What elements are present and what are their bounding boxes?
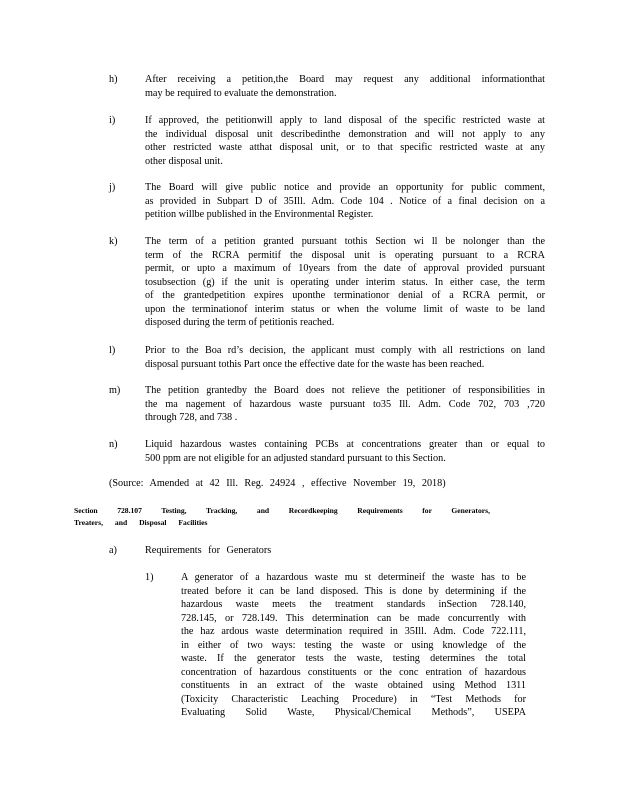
text-line: concentration of hazardous constituents or the conc entration of hazardous xyxy=(181,666,526,678)
text-line: constituents in an extract of the waste obtained using Method 1311 xyxy=(181,680,526,691)
heading-word: 728.107 xyxy=(117,506,142,515)
text-line: treated before it can be land disposed. This is done by determining if the xyxy=(181,585,526,597)
heading-word: Requirements xyxy=(357,506,403,515)
text-line: 500 ppm are not eligible for an adjusted standard pursuant to this Section. xyxy=(145,452,446,464)
text-line: tosubsection (g) if the unit is operating under interim status. In either case, the term xyxy=(145,276,545,288)
paragraph-text xyxy=(145,384,545,425)
subsection-1-label: 1) xyxy=(145,572,154,583)
source-note: (Source: Amended at 42 Ill. Reg. 24924 , effective November 19, 2018) xyxy=(109,478,446,489)
heading-word: Tracking, xyxy=(206,506,238,515)
text-line: the haz ardous waste determination required in 35Ill. Adm. Code 722.111, xyxy=(181,626,526,637)
text-line: disposed during the term of petitionis reached. xyxy=(145,317,335,328)
text-line: Prior to the Boa rd’s decision, the applicant must comply with all restrictions on land xyxy=(145,345,545,356)
text-line: permit, or upto a maximum of 10years from the date of approval provided pursuant xyxy=(145,263,545,274)
paragraph-text xyxy=(145,344,545,371)
text-line: upon the terminationof interim status or when the volume limit of waste to be land xyxy=(145,303,545,315)
text-line: The petition grantedby the Board does not relieve the petitioner of responsibilities in xyxy=(145,385,545,396)
heading-word: Section xyxy=(74,506,98,515)
text-line: may be required to evaluate the demonstration. xyxy=(145,87,337,99)
text-line: disposal pursuant tothis Part once the effective date for the waste has been reached. xyxy=(145,358,485,370)
text-line: The Board will give public notice and provide an opportunity for public comment, xyxy=(145,182,545,193)
paragraph-label: h) xyxy=(109,74,118,85)
text-line: hazardous waste meets the treatment standards inSection 728.140, xyxy=(181,599,526,610)
text-line: the ma nagement of hazardous waste pursuant to35 Ill. Adm. Code 702, 703 ,720 xyxy=(145,398,545,410)
paragraph-label: j) xyxy=(109,182,116,193)
paragraph-label: l) xyxy=(109,345,116,356)
paragraph-label: n) xyxy=(109,439,118,450)
text-line: other restricted waste atthat disposal unit, or to that specific restricted waste at any xyxy=(145,142,545,153)
subsection-a-title: Requirements for Generators xyxy=(145,545,272,556)
text-line: other disposal unit. xyxy=(145,155,223,167)
text-line: through 728, and 738 . xyxy=(145,412,238,423)
heading-word: Generators, xyxy=(451,506,490,515)
heading-word: for xyxy=(422,506,432,515)
text-line: If approved, the petitionwill apply to land disposal of the specific restricted waste at xyxy=(145,115,545,126)
text-line: waste. If the generator tests the waste, testing determines the total xyxy=(181,653,526,664)
paragraph-text xyxy=(145,114,545,168)
text-line: of the grantedpetition expires uponthe terminationor denial of a RCRA permit, or xyxy=(145,290,545,301)
text-line: Evaluating Solid Waste, Physical/Chemical Methods”, USEPA xyxy=(181,707,526,718)
paragraph-label: m) xyxy=(109,385,121,396)
paragraph-text xyxy=(145,73,545,100)
paragraph-label: i) xyxy=(109,115,116,126)
section-heading-line1 xyxy=(74,505,490,517)
section-heading-line2: Treaters, and Disposal Facilities xyxy=(74,518,208,527)
text-line: petition willbe published in the Environmental Register. xyxy=(145,209,374,220)
paragraph-text xyxy=(145,181,545,222)
section-heading xyxy=(74,505,544,529)
paragraph-text xyxy=(145,438,545,465)
subsection-a-label: a) xyxy=(109,545,117,556)
heading-word: and xyxy=(256,506,270,515)
text-line: (Toxicity Characteristic Leaching Procedure) in “Test Methods for xyxy=(181,693,526,705)
text-line: The term of a petition granted pursuant tothis Section wi ll be nolonger than the xyxy=(145,236,545,247)
text-line: A generator of a hazardous waste mu st determineif the waste has to be xyxy=(181,572,526,583)
heading-word: Testing, xyxy=(161,506,187,515)
text-line: term of the RCRA permitif the disposal unit is operating pursuant to a RCRA xyxy=(145,249,545,261)
text-line: as provided in Subpart D of 35Ill. Adm. Code 104 . Notice of a final decision on a xyxy=(145,195,545,207)
text-line: 728.145, or 728.149. This determination can be made concurrently with xyxy=(181,612,526,624)
text-line: Liquid hazardous wastes containing PCBs at concentrations greater than or equal to xyxy=(145,439,545,450)
text-line: the individual disposal unit describedinthe demonstration and will not apply to any xyxy=(145,128,545,140)
paragraph-text xyxy=(145,235,545,330)
text-line: in either of two ways: testing the waste or using knowledge of the xyxy=(181,639,526,651)
heading-word: Recordkeeping xyxy=(288,506,338,515)
paragraph-label: k) xyxy=(109,236,118,247)
text-line: After receiving a petition,the Board may request any additional informationthat xyxy=(145,74,545,85)
subsection-1-text xyxy=(181,571,526,720)
